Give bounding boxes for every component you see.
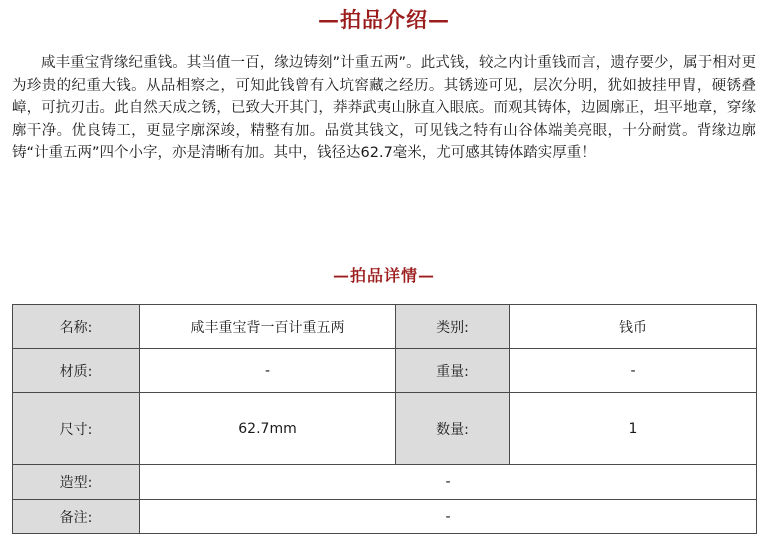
remark-label: 备注: [13,500,140,534]
details-section-title: —拍品详情— [332,266,435,285]
table-row [13,500,757,534]
shape-label: 造型: [13,465,140,500]
quantity-value: 1 [510,393,757,465]
name-value: 咸丰重宝背一百计重五两 [140,305,396,349]
material-label: 材质: [13,349,140,393]
weight-label: 重量: [396,349,510,393]
details-table [12,304,757,534]
material-value: - [140,349,396,393]
remark-value: - [140,500,757,534]
intro-section-title: —拍品介绍— [318,7,450,32]
weight-value: - [510,349,757,393]
category-label: 类别: [396,305,510,349]
table-row [13,305,757,349]
shape-value: - [140,465,757,500]
table-row [13,465,757,500]
table-row [13,349,757,393]
name-label: 名称: [13,305,140,349]
table-row [13,393,757,465]
quantity-label: 数量: [396,393,510,465]
size-value: 62.7mm [140,393,396,465]
size-label: 尺寸: [13,393,140,465]
category-value: 钱币 [510,305,757,349]
intro-paragraph: 咸丰重宝背缘纪重钱。其当值一百，缘边铸刻”计重五两”。此式钱，较之内计重钱而言，遗存要少，属于相对更为珍贵的纪重大钱。从品相察之，可知此钱曾有入坑窖藏之经历。其锈迹可见，层次分明，犹如披挂甲胄，硬锈叠嶂，可抗刃击。此自然天成之锈，已致大开其门，莽莽武夷山脉直入眼底。而观其铸体，边圆廓正，坦平地章，穿缘廓干净。优良铸工，更显字廓深竣，精整有加。品赏其钱文，可见钱之特有山谷体端美亮眼，十分耐赏。背缘边廓铸“计重五两”四个小字，亦是清晰有加。其中，钱径达62.7毫米，尤可感其铸体踏实厚重！ [12,55,756,162]
